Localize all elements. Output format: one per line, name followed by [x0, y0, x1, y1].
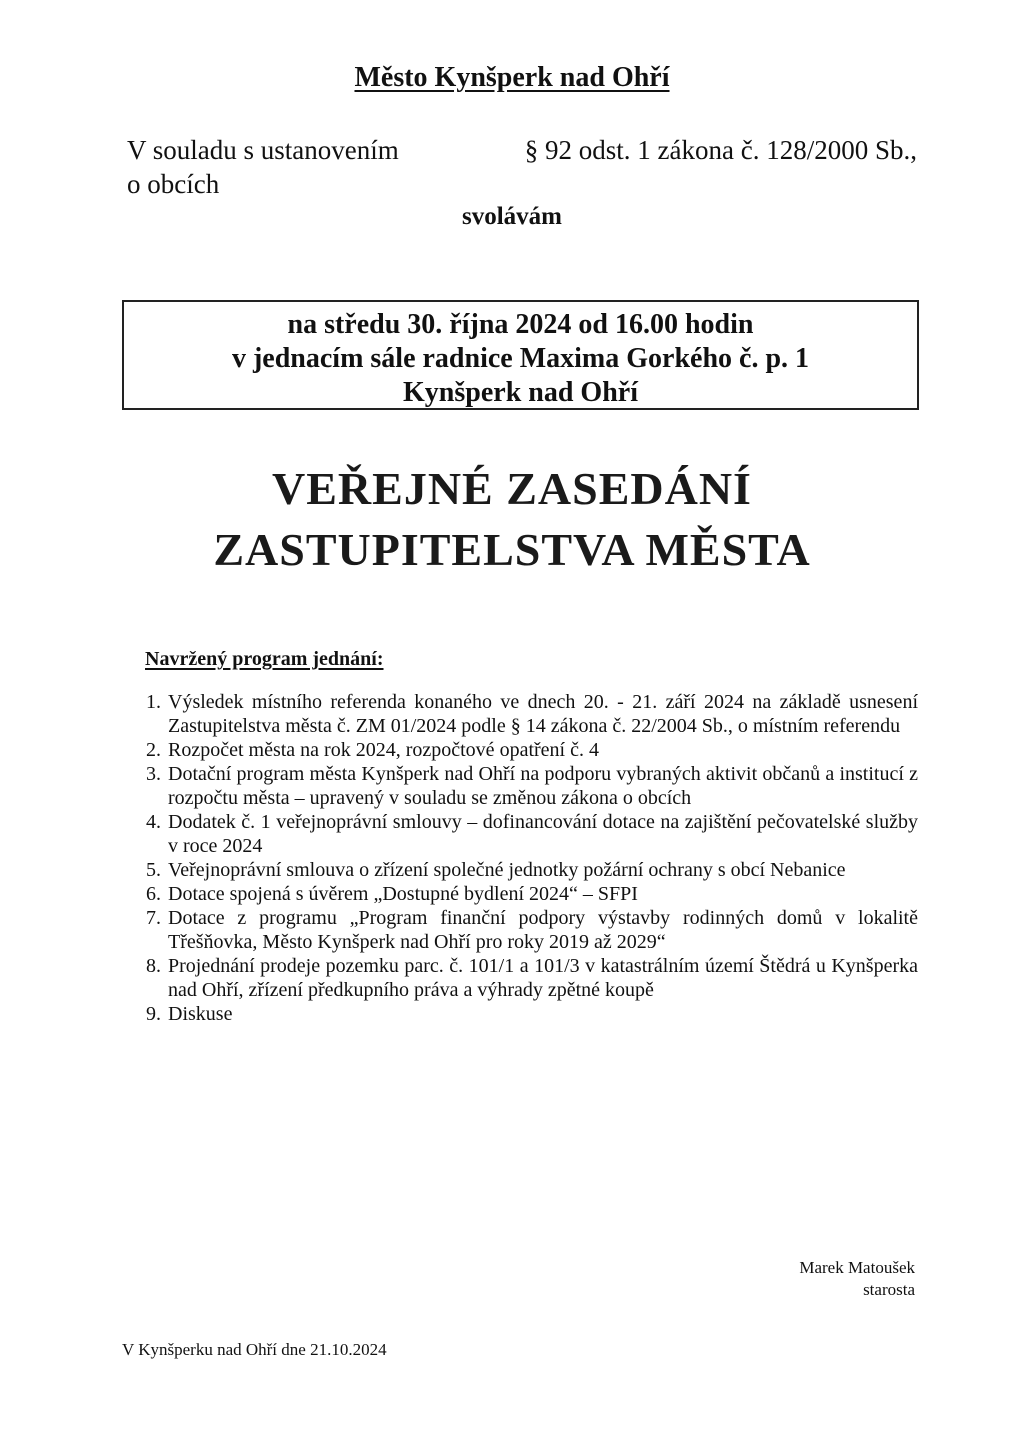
agenda-item-number: 2. — [146, 739, 161, 761]
agenda-item-text: Diskuse — [168, 1003, 233, 1025]
agenda-item-number: 3. — [146, 763, 161, 785]
meeting-date-time: na středu 30. října 2024 od 16.00 hodin — [287, 309, 754, 340]
agenda-item-text: Projednání prodeje pozemku parc. č. 101/1 a 101/3 v katastrálním území Štědrá u Kynšperka nad Ohří, zřízení předkupního práva a výhrady zpětné koupě — [168, 955, 918, 1001]
agenda-item-number: 4. — [146, 811, 161, 833]
agenda-item-text: Výsledek místního referenda konaného ve dnech 20. - 21. září 2024 na základě usnesení Zastupitelstva města č. ZM 01/2024 podle § 14 zákona č. 22/2004 Sb., o místním referendu — [168, 691, 918, 737]
agenda-item-number: 6. — [146, 883, 161, 905]
title-line-1: VEŘEJNÉ ZASEDÁNÍ — [272, 463, 752, 514]
intro-line-1-right: § 92 odst. 1 zákona č. 128/2000 Sb., — [524, 135, 917, 165]
agenda-item-text: Dotace spojená s úvěrem „Dostupné bydlení 2024“ – SFPI — [168, 883, 638, 905]
agenda-item — [130, 906, 918, 954]
agenda-item-text: Dodatek č. 1 veřejnoprávní smlouvy – dofinancování dotace na zajištění pečovatelské služby v roce 2024 — [168, 811, 918, 857]
document-heading: Město Kynšperk nad Ohří — [354, 62, 670, 93]
agenda-list — [130, 690, 918, 1026]
agenda-item — [130, 810, 918, 858]
signature-name: Marek Matoušek — [799, 1258, 915, 1277]
agenda-item-text: Dotační program města Kynšperk nad Ohří na podporu vybraných aktivit občanů a institucí z rozpočtu města – upravený v souladu se změnou zákona o obcích — [168, 763, 918, 809]
intro-paragraph — [127, 133, 917, 201]
agenda-item — [130, 738, 918, 762]
agenda-item-text: Veřejnoprávní smlouva o zřízení společné jednotky požární ochrany s obcí Nebanice — [168, 859, 846, 881]
agenda-heading: Navržený program jednání: — [145, 648, 384, 670]
convene-verb: svolávám — [462, 203, 562, 230]
document-title — [0, 458, 1024, 580]
agenda-item — [130, 1002, 918, 1026]
agenda-item — [130, 762, 918, 810]
intro-line-1-left: V souladu s ustanovením — [127, 135, 399, 165]
agenda-item-number: 5. — [146, 859, 161, 881]
agenda-item-number: 8. — [146, 955, 161, 977]
agenda-item-number: 1. — [146, 691, 161, 713]
agenda-item-text: Dotace z programu „Program finanční podpory výstavby rodinných domů v lokalitě Třešňovka, Město Kynšperk nad Ohří pro roky 2019 až 2029“ — [168, 907, 918, 953]
intro-line-2: o obcích — [127, 169, 220, 199]
title-line-2: ZASTUPITELSTVA MĚSTA — [213, 524, 811, 575]
signature-block — [799, 1257, 915, 1301]
meeting-info-box — [122, 300, 919, 410]
agenda-item-number: 9. — [146, 1003, 161, 1025]
intro-line-1 — [127, 133, 917, 167]
meeting-venue: v jednacím sále radnice Maxima Gorkého č. p. 1 — [231, 343, 810, 374]
agenda-item-text: Rozpočet města na rok 2024, rozpočtové opatření č. 4 — [168, 739, 599, 761]
agenda-item — [130, 690, 918, 738]
signature-role: starosta — [863, 1280, 915, 1299]
agenda-item-number: 7. — [146, 907, 161, 929]
agenda-item — [130, 954, 918, 1002]
agenda-item — [130, 882, 918, 906]
agenda-item — [130, 858, 918, 882]
place-and-date: V Kynšperku nad Ohří dne 21.10.2024 — [122, 1340, 387, 1359]
meeting-town: Kynšperk nad Ohří — [403, 377, 638, 408]
